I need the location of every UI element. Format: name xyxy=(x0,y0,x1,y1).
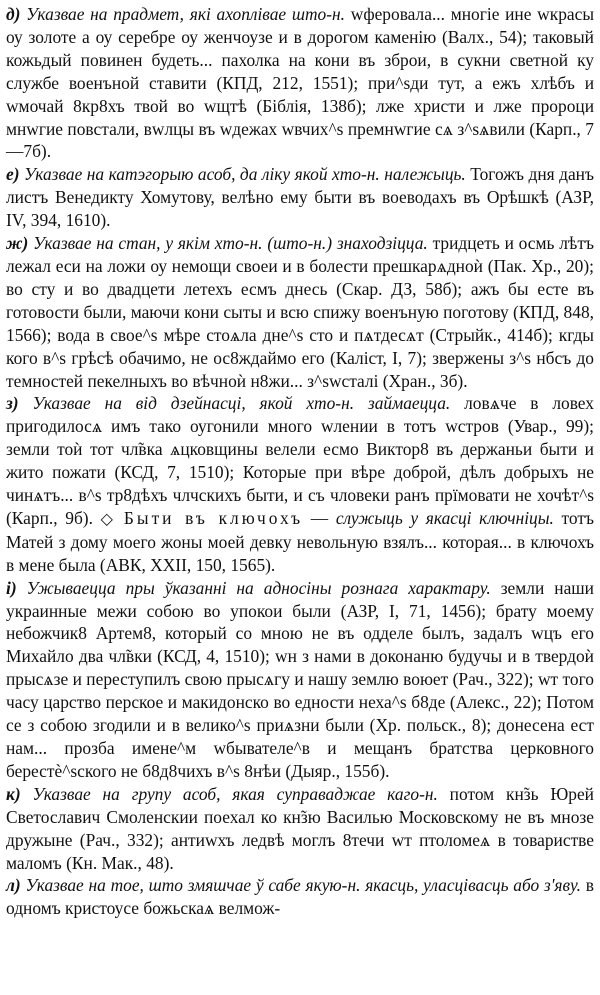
section-definition: Указвае на групу асоб, якая суправаджае каго-н. xyxy=(32,783,438,804)
section-definition: Указвае на катэгорыю асоб, да ліку якой хто-н. належыць. xyxy=(24,164,466,185)
section-text: земли наши украинные межи собою во упокои были (АЗР, I, 71, 1456); брату моему небожчик8 Артем8, который со мною не въ одделе былъ, задалъ wцъ его Михайло два чл̃вки (КСД, 4, 1510); wн з нами в доконаню будучы и в твердоѝ прысѧзе и переступилъ свою прысѧгу и нашу землю воюет (Рач., 322); wт того часу царство перское и макидонско во едности неха^s б8де (Алекс., 22); Потом се з собою згодили и в велико^s приѧзни были (Хр. польск., 8); донесена ест нам... прозба имене^м wбывателе^в и мещанъ братства церковного берестѐ^sского не б8д8чихъ в^s 8нѣи (Дыяр., 155б). xyxy=(6,577,594,781)
section-text: wферовала... многіе ине wкрасы оу золоте а оу серебре оу женчоузе и в дорогом каменію (Валх., 54); таковый кожьдый повинен будеть... пахолка на кони въ зброи, в сукни светной ку службе военъной ставити (КПД, 212, 1551); при^sди тут, а ежъ хлѣбъ и wмочай 8кр8хъ твой во wщтѣ (Біблія, 138б); лже христи и лже пророци мнwгие повстали, вwлцы въ wдежах wвчих^s премнwгие сѧ з^sѧвили (Карп., 7—7б). xyxy=(6,4,595,162)
idiom-text: тотъ Матей з дому моего жоны моей девку невольную взялъ... которая... в ключохъ в мене была (АВК, XXII, 150, 1565). xyxy=(6,507,594,575)
section-e xyxy=(6,163,594,232)
section-d xyxy=(6,3,594,163)
section-text: ловѧче в ловех пригодилосѧ имъ тако оугонили много wлении в тотъ wстров (Увар., 99); земли тоѝ тот чл̃вка ѧцковщины велели есмо Виктор8 въ держаньи быти и жито пожати (КСД, 7, 1510); Которые при вѣре доброй, дѣлъ добрыхъ не чинѧтъ... в^s тр8дѣхъ члчскихъ быти, и съ чловеки ранъ прїмовати не хочѣт^s (Карп., 9б). xyxy=(6,393,594,528)
idiom-phrase: Быти въ ключохъ xyxy=(123,507,304,528)
diamond-icon: ◇ xyxy=(100,508,117,528)
section-label: е) xyxy=(6,164,20,185)
section-definition: Указвае на тое, што змяшчае ў сабе якую-н. якасць, уласцівасць або з'яву. xyxy=(25,875,582,896)
section-definition: Указвае на стан, у якім хто-н. (што-н.) знаходзіцца. xyxy=(33,233,428,254)
section-label: к) xyxy=(6,783,21,804)
section-text: тридцеть и осмь лѣтъ лежал еси на ложи оу немощи своеи и в болести прешкарѧдноѝ (Пак. Хр., 20); во сту и во двадцети летехъ есмъ днесь (Скар. ДЗ, 58б); ажъ бы есте въ готовости были, маючи кони сыты и всю спижу военъную поготову (КПД, 848, 1566); вода в свое^s мѣре стоѧла дне^s сто и пѧтдесѧт (Стрыйк., 414б); кгды кого в^s грѣсѣ обачимо, не ос8ждаймо его (Каліст, I, 7); звержены з^s нбсъ до темностей пекелныхъ во вѣчноѝ н8жи... з^swсталі (Хран., 3б). xyxy=(6,233,594,391)
section-l xyxy=(6,874,594,920)
section-label: д) xyxy=(6,4,21,24)
section-label: л) xyxy=(6,875,21,896)
section-label: з) xyxy=(6,393,19,414)
idiom-definition: служыць у якасці ключніцы. xyxy=(335,507,554,528)
section-text: Тогожъ дня данъ листъ Венедикту Хомутову, велѣно ему быти въ воеводахъ въ Орѣшкѣ (АЗР, IV, 394, 1610). xyxy=(6,164,594,231)
section-label: і) xyxy=(6,577,17,598)
section-zh xyxy=(6,232,594,392)
section-definition: Указвае на від дзейнасці, якой хто-н. займаецца. xyxy=(32,393,451,414)
section-definition: Ужываецца пры ўказанні на адносіны рознага характару. xyxy=(26,577,491,598)
section-z: з) Указвае на від дзейнасці, якой хто-н. займаецца. ловѧче в ловех пригодилосѧ имъ тако оугонили много wлении в тотъ wстров (Увар., 99); земли тоѝ тот чл̃вка ѧцковщины велели есмо Виктор8 въ держаньи быти и жито пожати (КСД, 7, 1510); Которые при вѣре доброй, дѣлъ добрыхъ не чинѧтъ... в^s тр8дѣхъ члчскихъ быти, и съ чловеки ранъ прїмовати не хочѣт^s (Карп., 9б). ◇ Быти въ ключохъ — служыць у якасці ключніцы. тотъ Матей з дому моего жоны моей девку невольную взялъ... которая... в ключохъ в мене была (АВК, XXII, 150, 1565). xyxy=(6,393,594,575)
section-label: ж) xyxy=(6,233,29,254)
section-text: потом кн̃зь Юрей Светославич Смоленскии поехал ко кн̃зю Василью Московскому не въ мнозе дружыне (Рач., 332); антиwхъ ледвѣ моглъ 8течи wт птоломеѧ в товаристве маломъ (Кн. Мак., 48). xyxy=(6,783,594,873)
section-k xyxy=(6,783,594,875)
section-i xyxy=(6,577,594,783)
section-definition: Указвае на прадмет, які ахоплівае што-н. xyxy=(26,4,346,24)
section-text: в одномъ кристоусе божьскаѧ велмож- xyxy=(6,875,594,919)
